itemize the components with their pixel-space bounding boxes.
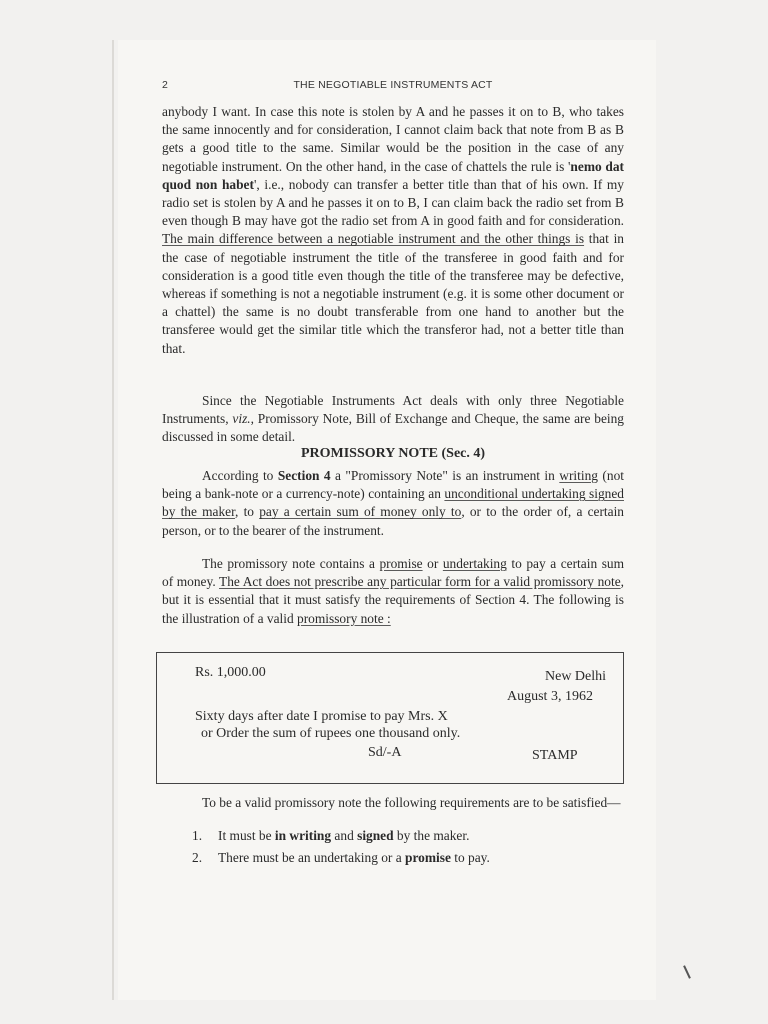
underlined-text: The Act does not prescribe any particular form for a valid promissory note [219,574,621,590]
note-line-2: or Order the sum of rupees one thousand only. [201,726,461,741]
underlined-text: undertaking [442,556,507,571]
requirement-number: 2. [192,850,203,865]
section-heading: PROMISSORY NOTE (Sec. 4) [300,446,486,461]
bold-text: in writing [274,828,332,843]
bold-text: Section 4 [277,468,331,483]
note-signature: Sd/-A [368,745,402,760]
promissory-note-illustration [156,652,624,784]
text-run: anybody I want. In case this note is stolen by A and he passes it on to B, who takes the same innocently and for consideration, I cannot claim back that note from B as B gets a good title to the same. Similar would be the position in the case of any negotiable instrument. On the other hand, in the case of chattels the rule is ' [162,104,624,174]
requirement-text [218,849,490,867]
running-title: THE NEGOTIABLE INSTRUMENTS ACT [293,79,493,91]
text-run: There must be an undertaking or a [218,850,406,865]
text-run: It must be [218,828,275,843]
note-line-1: Sixty days after date I promise to pay Mrs. X [195,709,448,724]
text-run: by the maker. [393,828,470,843]
paragraph-requirements-intro: To be a valid promissory note the following requirements are to be satisfied— [202,795,621,810]
note-place: New Delhi [545,669,607,684]
text-run: to pay. [450,850,490,865]
text-run: to pay a certain sum of money. [162,556,625,590]
bold-text: signed [357,828,394,843]
note-amount: Rs. 1,000.00 [195,665,266,680]
paragraph-contents [162,555,624,628]
text-run: (not being a bank-note or a currency-note) containing an [162,468,624,502]
underlined-text: promissory note : [297,610,391,626]
paragraph-three-instruments [162,392,624,447]
underlined-text: The main difference between a negotiable instrument and the other things is [162,231,585,247]
text-run: , but it is essential that it must satisfy the requirements of Section 4. The following is the illustration of a valid [162,574,624,626]
text-run: , Promissory Note, Bill of Exchange and Cheque, the same are being discussed in some detail. [162,411,625,445]
underlined-text: writing [559,468,598,483]
italic-text: viz. [232,411,251,427]
text-run: a "Promissory Note" is an instrument in [330,468,560,483]
page-number: 2 [162,79,169,91]
note-stamp: STAMP [532,748,578,763]
requirement-text [218,827,469,845]
underlined-text: unconditional undertaking signed by the maker [162,486,624,520]
requirement-number: 1. [192,828,203,843]
text-run: , to [235,504,260,520]
text-run: that in the case of negotiable instrument the title of the transferee in good faith and for consideration is a good title even though the title of the transferee may be defective, whereas if something is not a negotiable instrument (e.g. it is some other document or a chattel) the same is no doubt transferable from one hand to another but the transferee would get the similar title which the transferor had, not a better title than that. [162,231,624,356]
text-run: or [422,556,443,571]
underlined-text: promise [379,556,423,571]
pen-mark [683,965,691,979]
text-run: and [331,828,358,843]
paragraph-definition [162,467,624,540]
text-run: According to [202,468,278,483]
text-run: ', i.e., nobody can transfer a better title than that of his own. If my radio set is stolen by A and he passes it on to B, I can claim back the radio set from B even though B may have got the radio set from A in good faith and for consideration. [162,176,624,229]
page-edge [112,40,114,1000]
bold-text: promise [405,850,451,865]
latin-maxim: nemo dat quod non habet [162,158,624,192]
underlined-text: pay a certain sum of money only to [259,504,462,520]
text-run: The promissory note contains a [202,556,380,571]
note-date: August 3, 1962 [507,689,593,704]
paragraph-transfer-of-title [162,103,624,358]
page-header [162,79,624,97]
text-run: , or to the order of, a certain person, or to the bearer of the instrument. [162,504,625,538]
text-run: Since the Negotiable Instruments Act deals with only three Negotiable Instruments, [162,393,624,427]
